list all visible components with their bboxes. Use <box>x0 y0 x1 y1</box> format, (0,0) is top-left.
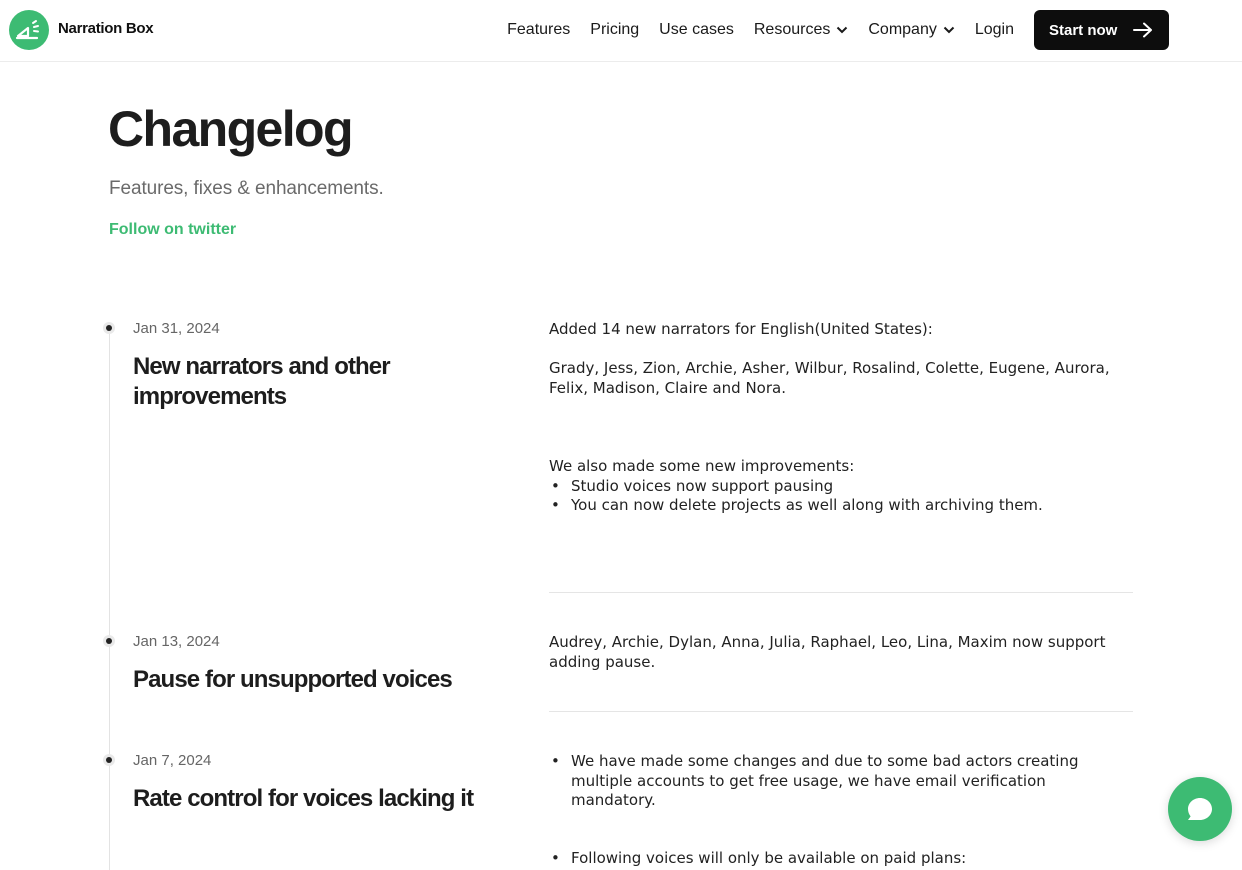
entry-divider <box>549 711 1133 712</box>
improvements-list <box>549 477 1133 516</box>
nav-item-label: Company <box>868 21 937 38</box>
nav-item-use-cases[interactable] <box>659 21 734 39</box>
nav-item-login[interactable] <box>975 21 1014 39</box>
nav-item-label: Resources <box>753 21 831 38</box>
nav-item-label: Features <box>507 21 571 38</box>
list-item: • We have made some changes and due to some bad actors creating multiple accounts to get free usage, we have email verification mandatory. <box>549 752 1133 811</box>
arrow-right-icon <box>1133 22 1153 38</box>
nav-item-label: Use cases <box>659 21 734 38</box>
timeline-dot <box>103 754 115 766</box>
entry-body <box>549 752 1133 867</box>
entry-text: Grady, Jess, Zion, Archie, Asher, Wilbur, Rosalind, Colette, Eugene, Aurora, Felix, Madison, Claire and Nora. <box>549 359 1110 397</box>
chevron-down-icon <box>836 26 848 34</box>
chat-bubble-icon <box>1187 797 1213 821</box>
brand-name[interactable]: Narration Box <box>58 20 154 37</box>
nav-item-resources[interactable] <box>754 21 848 39</box>
entry-date: Jan 13, 2024 <box>133 633 220 650</box>
follow-on-twitter-link[interactable]: Follow on twitter <box>109 221 237 238</box>
entry-body <box>549 320 1133 516</box>
main-nav <box>507 0 1014 60</box>
entry-list <box>549 752 1133 868</box>
entry-title: Pause for unsupported voices <box>133 666 452 693</box>
entry-text: Audrey, Archie, Dylan, Anna, Julia, Raphael, Leo, Lina, Maxim now support adding pause. <box>549 633 1106 671</box>
nav-item-label: Pricing <box>590 21 640 38</box>
entry-body <box>549 633 1119 672</box>
site-header <box>0 0 1242 62</box>
list-item: • Studio voices now support pausing <box>549 477 1133 497</box>
entry-date: Jan 7, 2024 <box>133 752 212 769</box>
nav-item-pricing[interactable] <box>590 21 639 39</box>
start-now-label: Start now <box>1049 21 1118 39</box>
nav-item-company[interactable] <box>868 21 954 39</box>
entry-divider <box>549 592 1133 593</box>
nav-item-label: Login <box>974 21 1014 38</box>
entry-title: New narrators and other improvements <box>133 353 390 410</box>
page-title: Changelog <box>108 101 352 157</box>
start-now-button[interactable] <box>1034 10 1169 50</box>
chat-widget-button[interactable] <box>1168 777 1232 841</box>
timeline-dot <box>103 635 115 647</box>
nav-item-features[interactable] <box>507 21 570 39</box>
entry-title: Rate control for voices lacking it <box>133 785 474 812</box>
list-item: • You can now delete projects as well along with archiving them. <box>549 496 1133 516</box>
entry-date: Jan 31, 2024 <box>133 320 220 337</box>
page-subtitle: Features, fixes & enhancements. <box>109 178 384 199</box>
brand-logo-icon[interactable] <box>9 10 49 50</box>
timeline-line <box>109 330 110 870</box>
entry-text: We also made some new improvements: <box>549 457 855 475</box>
list-item: • Following voices will only be available on paid plans: <box>549 849 1133 869</box>
chevron-down-icon <box>943 26 955 34</box>
timeline-dot <box>103 322 115 334</box>
entry-text: Added 14 new narrators for English(United States): <box>549 320 933 338</box>
